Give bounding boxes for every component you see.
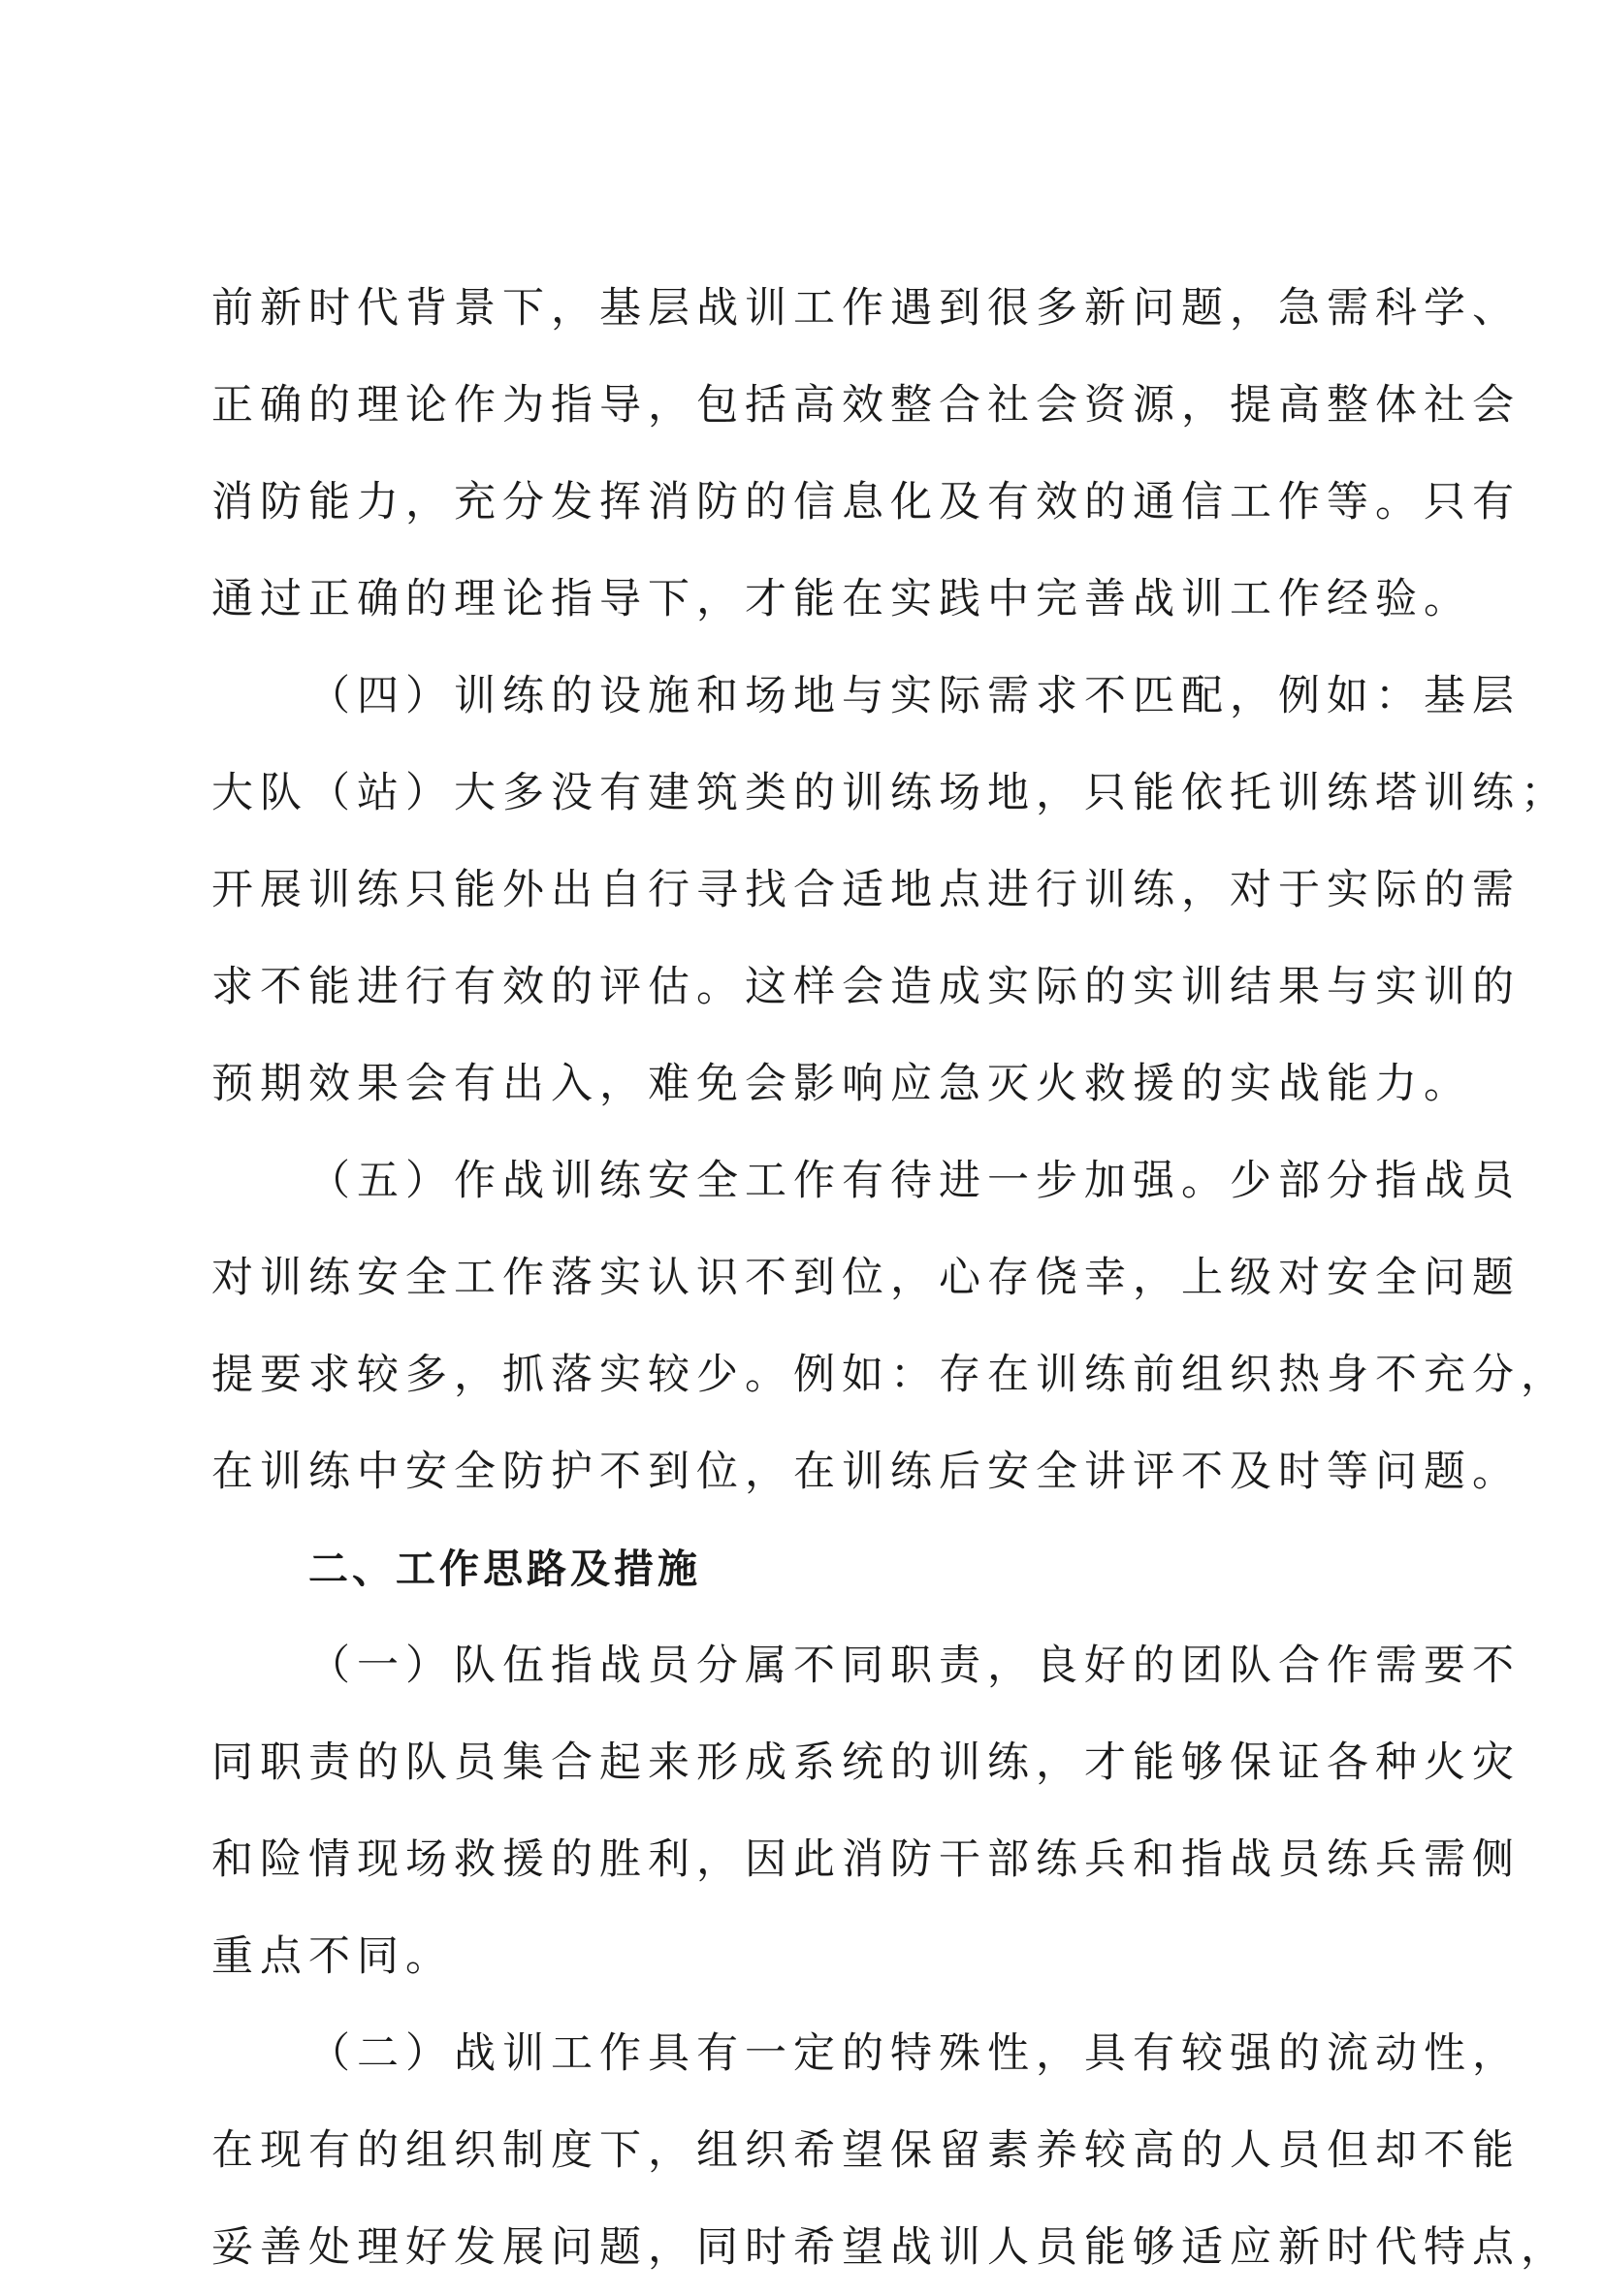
body-line: 对训练安全工作落实认识不到位，心存侥幸，上级对安全问题 bbox=[211, 1254, 1521, 1302]
body-line: 通过正确的理论指导下，才能在实践中完善战训工作经验。 bbox=[211, 575, 1472, 623]
document-body bbox=[211, 260, 1569, 2296]
body-line: 和险情现场救援的胜利，因此消防干部练兵和指战员练兵需侧 bbox=[211, 1835, 1521, 1884]
body-line: 前新时代背景下，基层战训工作遇到很多新问题，急需科学、 bbox=[211, 284, 1521, 333]
paragraph-start-line: （五）作战训练安全工作有待进一步加强。少部分指战员 bbox=[308, 1157, 1521, 1205]
paragraph-start-line: （一）队伍指战员分属不同职责，良好的团队合作需要不 bbox=[308, 1642, 1521, 1690]
body-line: 同职责的队员集合起来形成系统的训练，才能够保证各种火灾 bbox=[211, 1738, 1521, 1787]
body-line: 开展训练只能外出自行寻找合适地点进行训练，对于实际的需 bbox=[211, 866, 1521, 914]
body-line: 大队（站）大多没有建筑类的训练场地，只能依托训练塔训练； bbox=[211, 769, 1569, 817]
section-heading: 二、工作思路及措施 bbox=[308, 1546, 701, 1592]
body-line: 预期效果会有出入，难免会影响应急灭火救援的实战能力。 bbox=[211, 1060, 1472, 1108]
paragraph-start-line: （四）训练的设施和场地与实际需求不匹配，例如：基层 bbox=[308, 672, 1521, 720]
body-line: 求不能进行有效的评估。这样会造成实际的实训结果与实训的 bbox=[211, 963, 1521, 1011]
body-line: 在现有的组织制度下，组织希望保留素养较高的人员但却不能 bbox=[211, 2126, 1521, 2175]
body-line: 妥善处理好发展问题，同时希望战训人员能够适应新时代特点， bbox=[211, 2223, 1569, 2272]
body-line: 正确的理论作为指导，包括高效整合社会资源，提高整体社会 bbox=[211, 381, 1521, 430]
paragraph-start-line: （二）战训工作具有一定的特殊性，具有较强的流动性， bbox=[308, 2029, 1521, 2078]
body-line: 提要求较多，抓落实较少。例如：存在训练前组织热身不充分， bbox=[211, 1351, 1569, 1399]
body-line: 重点不同。 bbox=[211, 1932, 454, 1981]
body-line: 在训练中安全防护不到位，在训练后安全讲评不及时等问题。 bbox=[211, 1448, 1521, 1496]
body-line: 消防能力，充分发挥消防的信息化及有效的通信工作等。只有 bbox=[211, 478, 1521, 526]
